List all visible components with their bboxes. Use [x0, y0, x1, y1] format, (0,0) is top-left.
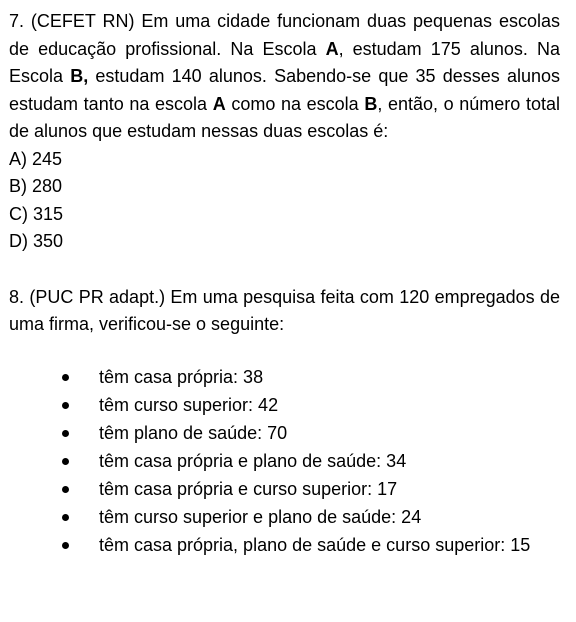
list-item-text: têm casa própria e curso superior: 17: [99, 478, 398, 499]
list-item: [9, 363, 560, 391]
list-item: [9, 475, 560, 503]
q7-bold-school-b: B,: [70, 66, 89, 86]
bullet-icon: [62, 430, 69, 437]
list-item: [9, 419, 560, 447]
bullet-icon: [62, 542, 69, 549]
bullet-icon: [62, 374, 69, 381]
q7-bold-school-a: A: [212, 93, 226, 114]
list-item-text: têm casa própria, plano de saúde e curso superior: 15: [99, 534, 531, 555]
q7-segment: como na escola: [225, 93, 365, 114]
list-item-text: têm casa própria: 38: [99, 366, 264, 387]
bullet-icon: [62, 458, 69, 465]
list-item: [9, 447, 560, 475]
bullet-icon: [62, 402, 69, 409]
question-7-text: [9, 8, 560, 146]
q7-segment: estudam 140 alunos. Sabendo-se que 35 desses alunos estudam tanto na escola: [9, 66, 561, 114]
list-item-text: têm casa própria e plano de saúde: 34: [99, 450, 407, 471]
option-b: B) 280: [9, 176, 63, 196]
question-7-options: [9, 146, 560, 256]
list-item: [9, 531, 560, 559]
option-c: C) 315: [9, 203, 64, 224]
q7-segment: 7. (CEFET RN) Em uma cidade funcionam duas pequenas escolas de educação profissional. Na Escola: [9, 11, 560, 59]
list-item: [9, 503, 560, 531]
q7-segment: , então, o número total de alunos que estudam nessas duas escolas é:: [9, 93, 560, 141]
list-item-text: têm curso superior e plano de saúde: 24: [99, 506, 422, 527]
q7-bold-school-b: B: [364, 93, 378, 114]
list-item: [9, 391, 560, 419]
bullet-icon: [62, 486, 69, 493]
question-8-text: 8. (PUC PR adapt.) Em uma pesquisa feita com 120 empregados de uma firma, verificou-se o seguinte:: [9, 286, 560, 334]
option-a: A) 245: [9, 148, 63, 169]
q7-bold-school-a: A: [325, 38, 339, 59]
list-item-text: têm curso superior: 42: [99, 394, 279, 415]
question-8-list: [9, 363, 560, 559]
option-d: D) 350: [9, 231, 64, 251]
bullet-icon: [62, 514, 69, 521]
document-page: [9, 8, 560, 559]
q7-segment: , estudam 175 alunos. Na Escola: [9, 38, 560, 86]
list-item-text: têm plano de saúde: 70: [99, 422, 288, 443]
